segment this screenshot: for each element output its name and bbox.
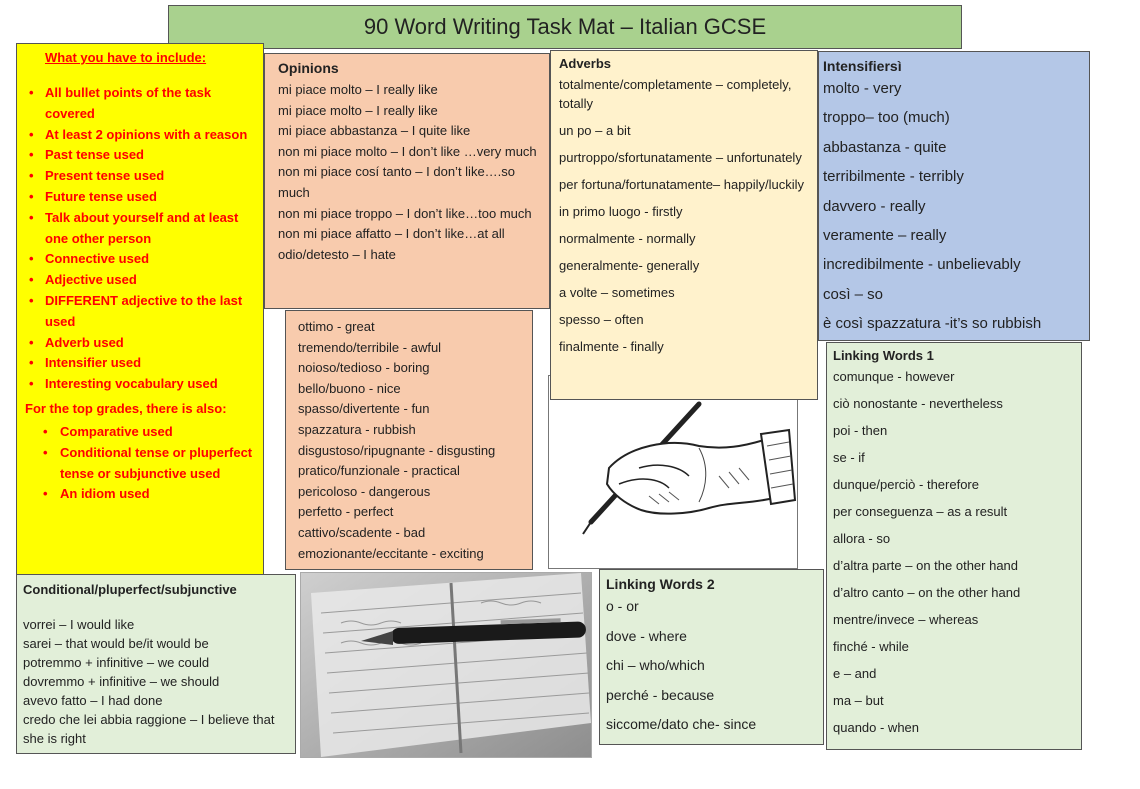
include-item: • All bullet points of the task covered	[25, 83, 257, 125]
intensifier-item: davvero - really	[823, 197, 926, 215]
adjective-item: pratico/funzionale - practical	[298, 463, 460, 479]
conditional-item: sarei – that would be/it would be	[23, 636, 209, 651]
opinions-box	[264, 53, 550, 309]
adverb-item: normalmente - normally	[559, 231, 696, 246]
include-item: • Future tense used	[25, 187, 257, 208]
linking-word-item: o - or	[606, 598, 639, 614]
conditional-item: vorrei – I would like	[23, 617, 135, 632]
linking-word-item: ma – but	[833, 693, 884, 708]
adjective-item: disgustoso/ripugnante - disgusting	[298, 442, 496, 458]
adverb-item: a volte – sometimes	[559, 285, 675, 300]
conditional-heading: Conditional/pluperfect/subjunctive	[23, 582, 237, 597]
intensifier-item: incredibilmente - unbelievably	[823, 256, 1021, 274]
adverb-item: in primo luogo - firstly	[559, 204, 683, 219]
adverb-item: spesso – often	[559, 312, 644, 327]
intensifier-item: molto - very	[823, 80, 902, 97]
linking-word-item: dove - where	[606, 627, 687, 644]
adjective-item: bello/buono - nice	[298, 380, 401, 396]
conditional-box	[16, 574, 296, 754]
intensifier-item: troppo– too (much)	[823, 109, 950, 127]
adjective-item: perfetto - perfect	[298, 504, 394, 520]
linking-word-item: per conseguenza – as a result	[833, 504, 1008, 519]
linking-word-item: siccome/dato che- since	[606, 716, 757, 733]
linking-word-item: dunque/perciò - therefore	[833, 477, 979, 492]
linking-word-item: d’altro canto – on the other hand	[833, 585, 1021, 600]
adjective-item: spazzatura - rubbish	[298, 421, 416, 437]
include-item: • DIFFERENT adjective to the last used	[25, 291, 257, 333]
opinion-item: non mi piace troppo – I don’t like…too much	[278, 205, 532, 221]
adverbs-box	[550, 50, 818, 400]
adjectives-box	[285, 310, 533, 570]
include-item: • Intensifier used	[25, 353, 257, 374]
pen-notebook-photo	[300, 572, 592, 758]
hand-pen-icon	[549, 376, 797, 568]
linking-word-item: quando - when	[833, 720, 920, 735]
conditional-item: dovremmo + infinitive – we should	[23, 674, 220, 689]
linking-word-item: finché - while	[833, 639, 909, 654]
include-heading: What you have to include:	[45, 50, 207, 65]
linking-word-item: ciò nonostante - nevertheless	[833, 396, 1003, 411]
linking-word-item: e – and	[833, 666, 877, 681]
include-checklist	[16, 43, 264, 575]
linking-word-item: allora - so	[833, 531, 891, 546]
opinion-item: non mi piace molto – I don’t like …very much	[278, 143, 537, 159]
adjective-item: noioso/tedioso - boring	[298, 360, 430, 376]
adverb-item: un po – a bit	[559, 123, 631, 138]
intensifier-item: abbastanza - quite	[823, 138, 947, 156]
linking-words-1-box	[826, 342, 1082, 750]
adjective-item: tremendo/terribile - awful	[298, 339, 442, 355]
opinion-item: odio/detesto – I hate	[278, 246, 396, 262]
opinion-item: mi piace molto – I really like	[278, 102, 438, 118]
title-bar	[168, 5, 962, 49]
fountain-pen-icon	[301, 573, 591, 757]
conditional-item: potremmo + infinitive – we could	[23, 655, 210, 670]
top-grades-list	[25, 422, 257, 505]
include-item: • At least 2 opinions with a reason	[25, 125, 257, 146]
writing-hand-illustration	[548, 375, 798, 569]
adverb-item: finalmente - finally	[559, 339, 664, 354]
conditional-item: avevo fatto – I had done	[23, 693, 163, 708]
opinion-item: mi piace molto – I really like	[278, 82, 438, 97]
adverb-item: per fortuna/fortunatamente– happily/luckily	[559, 177, 804, 192]
adverb-item: generalmente- generally	[559, 258, 700, 273]
conditional-item: credo che lei abbia raggione – I believe that she is right	[23, 712, 275, 746]
include-item: • Past tense used	[25, 145, 257, 166]
intensifiers-box	[818, 51, 1090, 341]
include-list	[25, 83, 257, 395]
linking-word-item: comunque - however	[833, 369, 955, 384]
adjective-item: spasso/divertente - fun	[298, 401, 430, 417]
linking-word-item: chi – who/which	[606, 657, 705, 674]
top-grades-item: • An idiom used	[25, 484, 257, 505]
intensifier-item: veramente – really	[823, 227, 947, 245]
opinion-item: non mi piace cosí tanto – I don’t like….so much	[278, 164, 516, 200]
top-grades-item: • Conditional tense or pluperfect tense or subjunctive used	[25, 443, 257, 485]
linking-word-item: poi - then	[833, 423, 888, 438]
include-item: • Talk about yourself and at least one other person	[25, 208, 257, 250]
linking-words-1-heading: Linking Words 1	[833, 348, 934, 363]
adjective-item: pericoloso - dangerous	[298, 483, 431, 499]
include-item: • Interesting vocabulary used	[25, 374, 257, 395]
adjective-item: cattivo/scadente - bad	[298, 524, 426, 540]
include-item: • Connective used	[25, 249, 257, 270]
intensifier-item: terribilmente - terribly	[823, 168, 964, 186]
adjective-item: emozionante/eccitante - exciting	[298, 545, 484, 561]
opinion-item: mi piace abbastanza – I quite like	[278, 123, 471, 139]
adverbs-heading: Adverbs	[559, 56, 612, 71]
include-item: • Adverb used	[25, 333, 257, 354]
linking-word-item: mentre/invece – whereas	[833, 612, 979, 627]
intensifier-item: è così spazzatura -it’s so rubbish	[823, 315, 1042, 333]
opinion-item: non mi piace affatto – I don’t like…at all	[278, 226, 505, 242]
intensifiers-heading: Intensifiersì	[823, 58, 902, 74]
adjective-item: ottimo - great	[298, 319, 375, 334]
linking-word-item: se - if	[833, 450, 865, 465]
intensifier-item: così – so	[823, 285, 884, 303]
opinions-heading: Opinions	[278, 60, 339, 76]
adverb-item: totalmente/completamente – completely, totally	[559, 77, 792, 111]
top-grades-heading: For the top grades, there is also:	[25, 400, 227, 416]
page-title: 90 Word Writing Task Mat – Italian GCSE	[363, 14, 767, 39]
linking-words-2-box	[599, 569, 824, 745]
adverb-item: purtroppo/sfortunatamente – unfortunately	[559, 150, 802, 165]
top-grades-item: • Comparative used	[25, 422, 257, 443]
linking-word-item: d’altra parte – on the other hand	[833, 558, 1019, 573]
include-item: • Present tense used	[25, 166, 257, 187]
linking-word-item: perché - because	[606, 686, 715, 703]
linking-words-2-heading: Linking Words 2	[606, 576, 715, 592]
include-item: • Adjective used	[25, 270, 257, 291]
